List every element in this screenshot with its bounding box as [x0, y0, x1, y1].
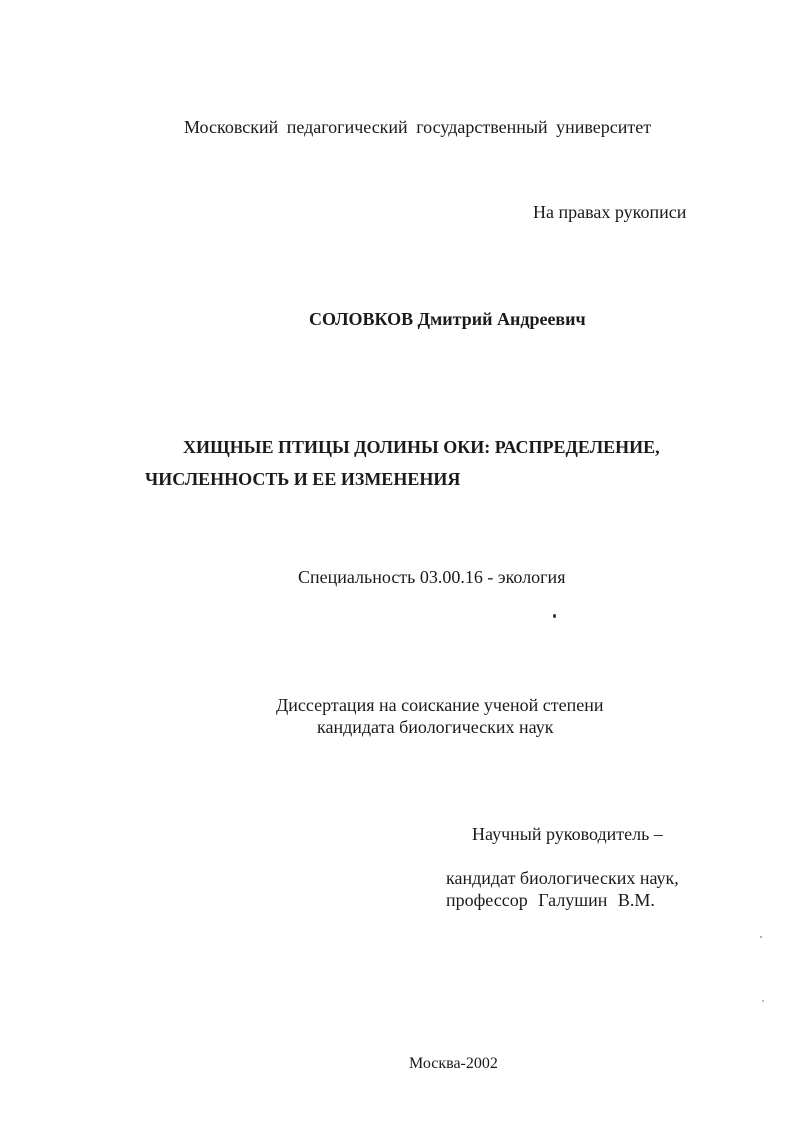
dissertation-title-line-1: ХИЩНЫЕ ПТИЦЫ ДОЛИНЫ ОКИ: РАСПРЕДЕЛЕНИЕ, — [183, 437, 660, 457]
specialty-code: Специальность 03.00.16 - экология — [298, 567, 566, 587]
city-year: Москва-2002 — [409, 1055, 498, 1072]
manuscript-rights-note: На правах рукописи — [533, 202, 687, 222]
advisor-label: Научный руководитель – — [472, 824, 663, 844]
degree-statement-line-2: кандидата биологических наук — [317, 717, 554, 737]
advisor-name: профессор Галушин В.М. — [446, 890, 655, 910]
author-name: СОЛОВКОВ Дмитрий Андреевич — [309, 309, 586, 329]
advisor-degree: кандидат биологических наук, — [446, 868, 679, 888]
university-name: Московский педагогический государственный университет — [184, 117, 652, 137]
dissertation-title-line-2: ЧИСЛЕННОСТЬ И ЕЕ ИЗМЕНЕНИЯ — [145, 469, 461, 489]
scan-speck — [762, 1000, 764, 1002]
scan-speck — [553, 614, 556, 618]
degree-statement-line-1: Диссертация на соискание ученой степени — [276, 695, 604, 715]
scan-speck — [760, 936, 762, 938]
